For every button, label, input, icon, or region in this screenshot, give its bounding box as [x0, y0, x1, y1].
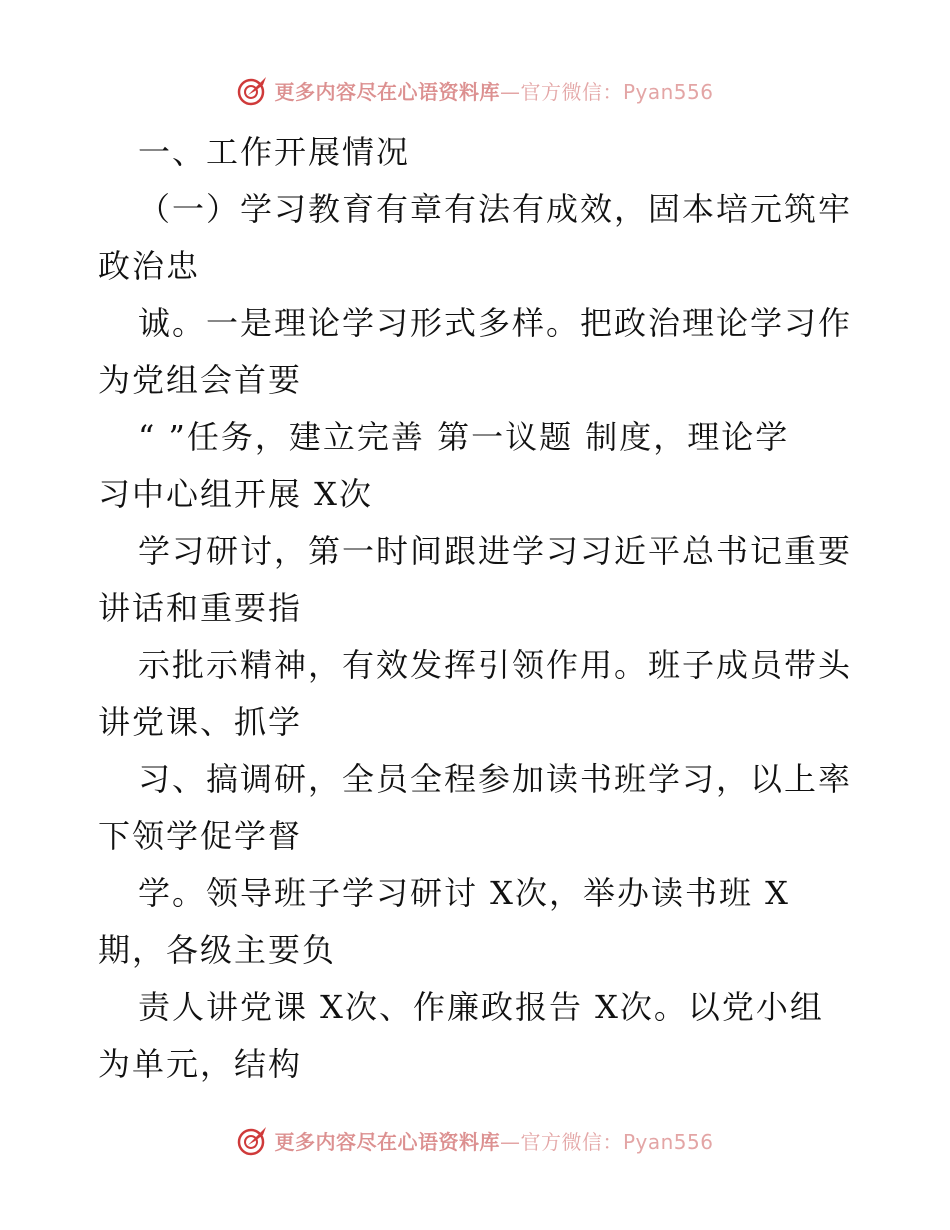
text-line: 示批示精神，有效发挥引领作用。班子成员带头 [138, 646, 853, 684]
document-body [98, 124, 858, 1093]
text-line: 期，各级主要负 [98, 931, 337, 969]
text-line: 学。领导班子学习研讨 X次，举办读书班 X [138, 874, 790, 912]
text-line: 一、工作开展情况 [138, 133, 411, 171]
text-line: 学习研讨，第一时间跟进学习习近平总书记重要 [138, 532, 853, 570]
text-line: “ ”任务，建立完善 第一议题 制度，理论学 [138, 418, 790, 456]
watermark-text: 更多内容尽在心语资料库—官方微信：Pyan556 [274, 79, 714, 104]
quill-logo-icon [236, 1123, 270, 1157]
text-line: 责人讲党课 X次、作廉政报告 X次。以党小组 [138, 988, 824, 1026]
text-line: 习、搞调研，全员全程参加读书班学习，以上率 [138, 760, 853, 798]
watermark-header [0, 70, 950, 110]
watermark-footer [0, 1120, 950, 1160]
text-line: 政治忠 [98, 247, 201, 285]
text-line: 下领学促学督 [98, 817, 303, 855]
text-line: 诚。一是理论学习形式多样。把政治理论学习作 [138, 304, 853, 342]
text-line: （一）学习教育有章有法有成效，固本培元筑牢 [138, 190, 853, 228]
text-line: 为单元，结构 [98, 1045, 303, 1083]
watermark-text: 更多内容尽在心语资料库—官方微信：Pyan556 [274, 1129, 714, 1154]
text-line: 讲党课、抓学 [98, 703, 303, 741]
quill-logo-icon [236, 73, 270, 107]
text-line: 为党组会首要 [98, 361, 303, 399]
text-line: 讲话和重要指 [98, 589, 303, 627]
text-line: 习中心组开展 X次 [98, 475, 373, 513]
